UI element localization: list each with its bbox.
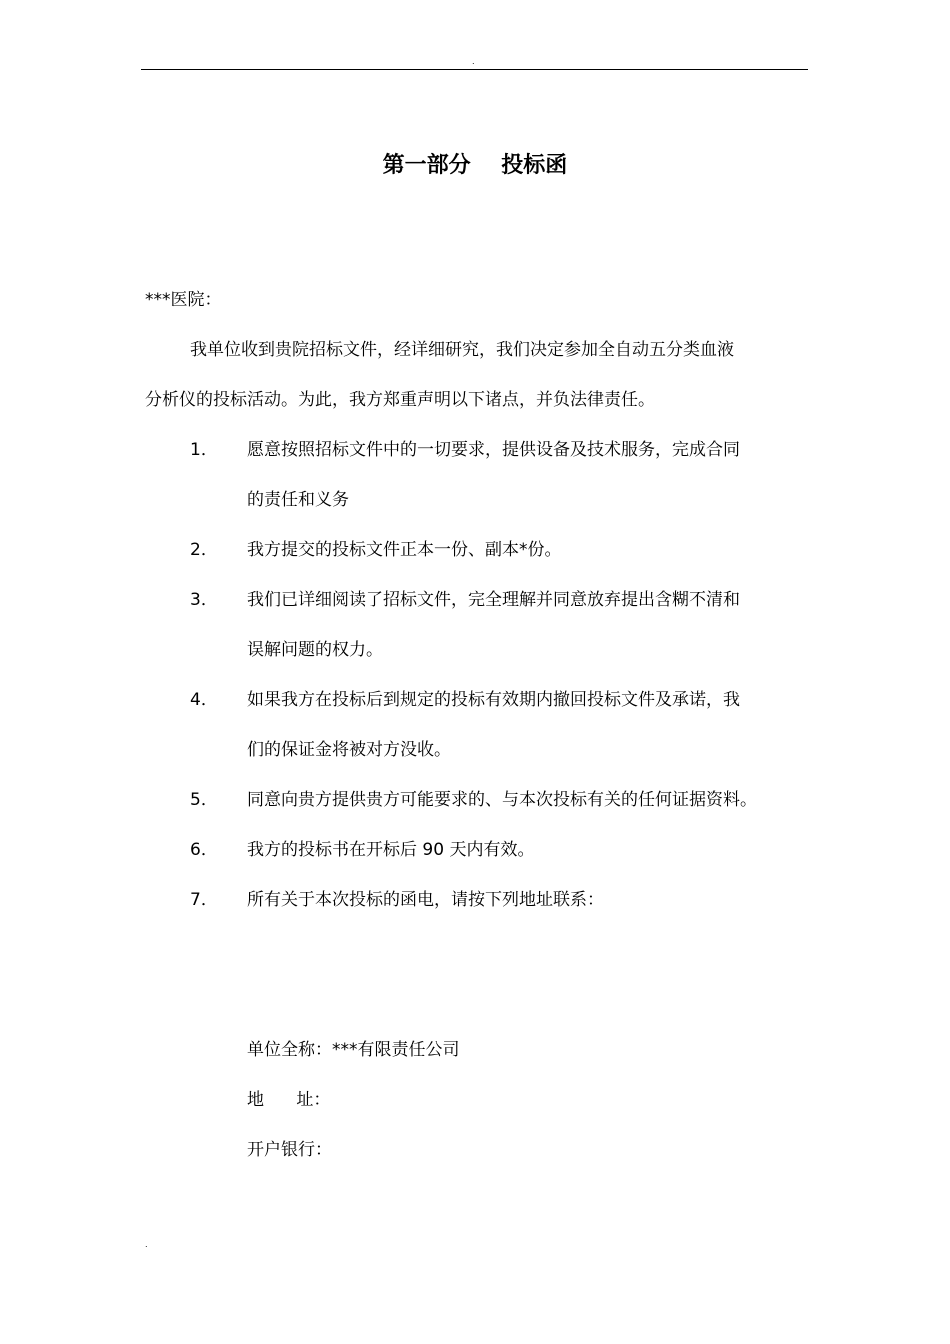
- item-number-1: 1．: [190, 440, 218, 460]
- item-3-line-2: 误解问题的权力。: [247, 640, 383, 660]
- item-7-line-1: 所有关于本次投标的函电，请按下列地址联系：: [247, 890, 604, 910]
- item-1-line-2: 的责任和义务: [247, 490, 349, 510]
- item-4-line-1: 如果我方在投标后到规定的投标有效期内撤回投标文件及承诺，我: [247, 690, 740, 710]
- contact-bank: 开户银行：: [247, 1140, 332, 1160]
- item-number-2: 2．: [190, 540, 218, 560]
- item-number-5: 5．: [190, 790, 218, 810]
- item-number-6: 6．: [190, 840, 218, 860]
- item-1-line-1: 愿意按照招标文件中的一切要求，提供设备及技术服务，完成合同: [247, 440, 740, 460]
- header-rule: [141, 69, 808, 70]
- salutation: ***医院：: [145, 290, 222, 310]
- item-4-line-2: 们的保证金将被对方没收。: [247, 740, 451, 760]
- item-2-line-1: 我方提交的投标文件正本一份、副本*份。: [247, 540, 562, 560]
- item-number-4: 4．: [190, 690, 218, 710]
- intro-line-2: 分析仪的投标活动。为此，我方郑重声明以下诸点，并负法律责任。: [145, 390, 655, 410]
- footer-mark: .: [145, 1240, 148, 1249]
- contact-company: 单位全称：***有限责任公司: [247, 1040, 460, 1060]
- page-title: 第一部分 投标函: [382, 153, 568, 178]
- item-6-line-1: 我方的投标书在开标后 90 天内有效。: [247, 840, 535, 860]
- header-mark: .: [472, 57, 475, 66]
- item-3-line-1: 我们已详细阅读了招标文件，完全理解并同意放弃提出含糊不清和: [247, 590, 740, 610]
- intro-line-1: 我单位收到贵院招标文件，经详细研究，我们决定参加全自动五分类血液: [190, 340, 734, 360]
- item-number-3: 3．: [190, 590, 218, 610]
- item-number-7: 7．: [190, 890, 218, 910]
- contact-address: 地 址：: [247, 1090, 331, 1110]
- item-5-line-1: 同意向贵方提供贵方可能要求的、与本次投标有关的任何证据资料。: [247, 790, 757, 810]
